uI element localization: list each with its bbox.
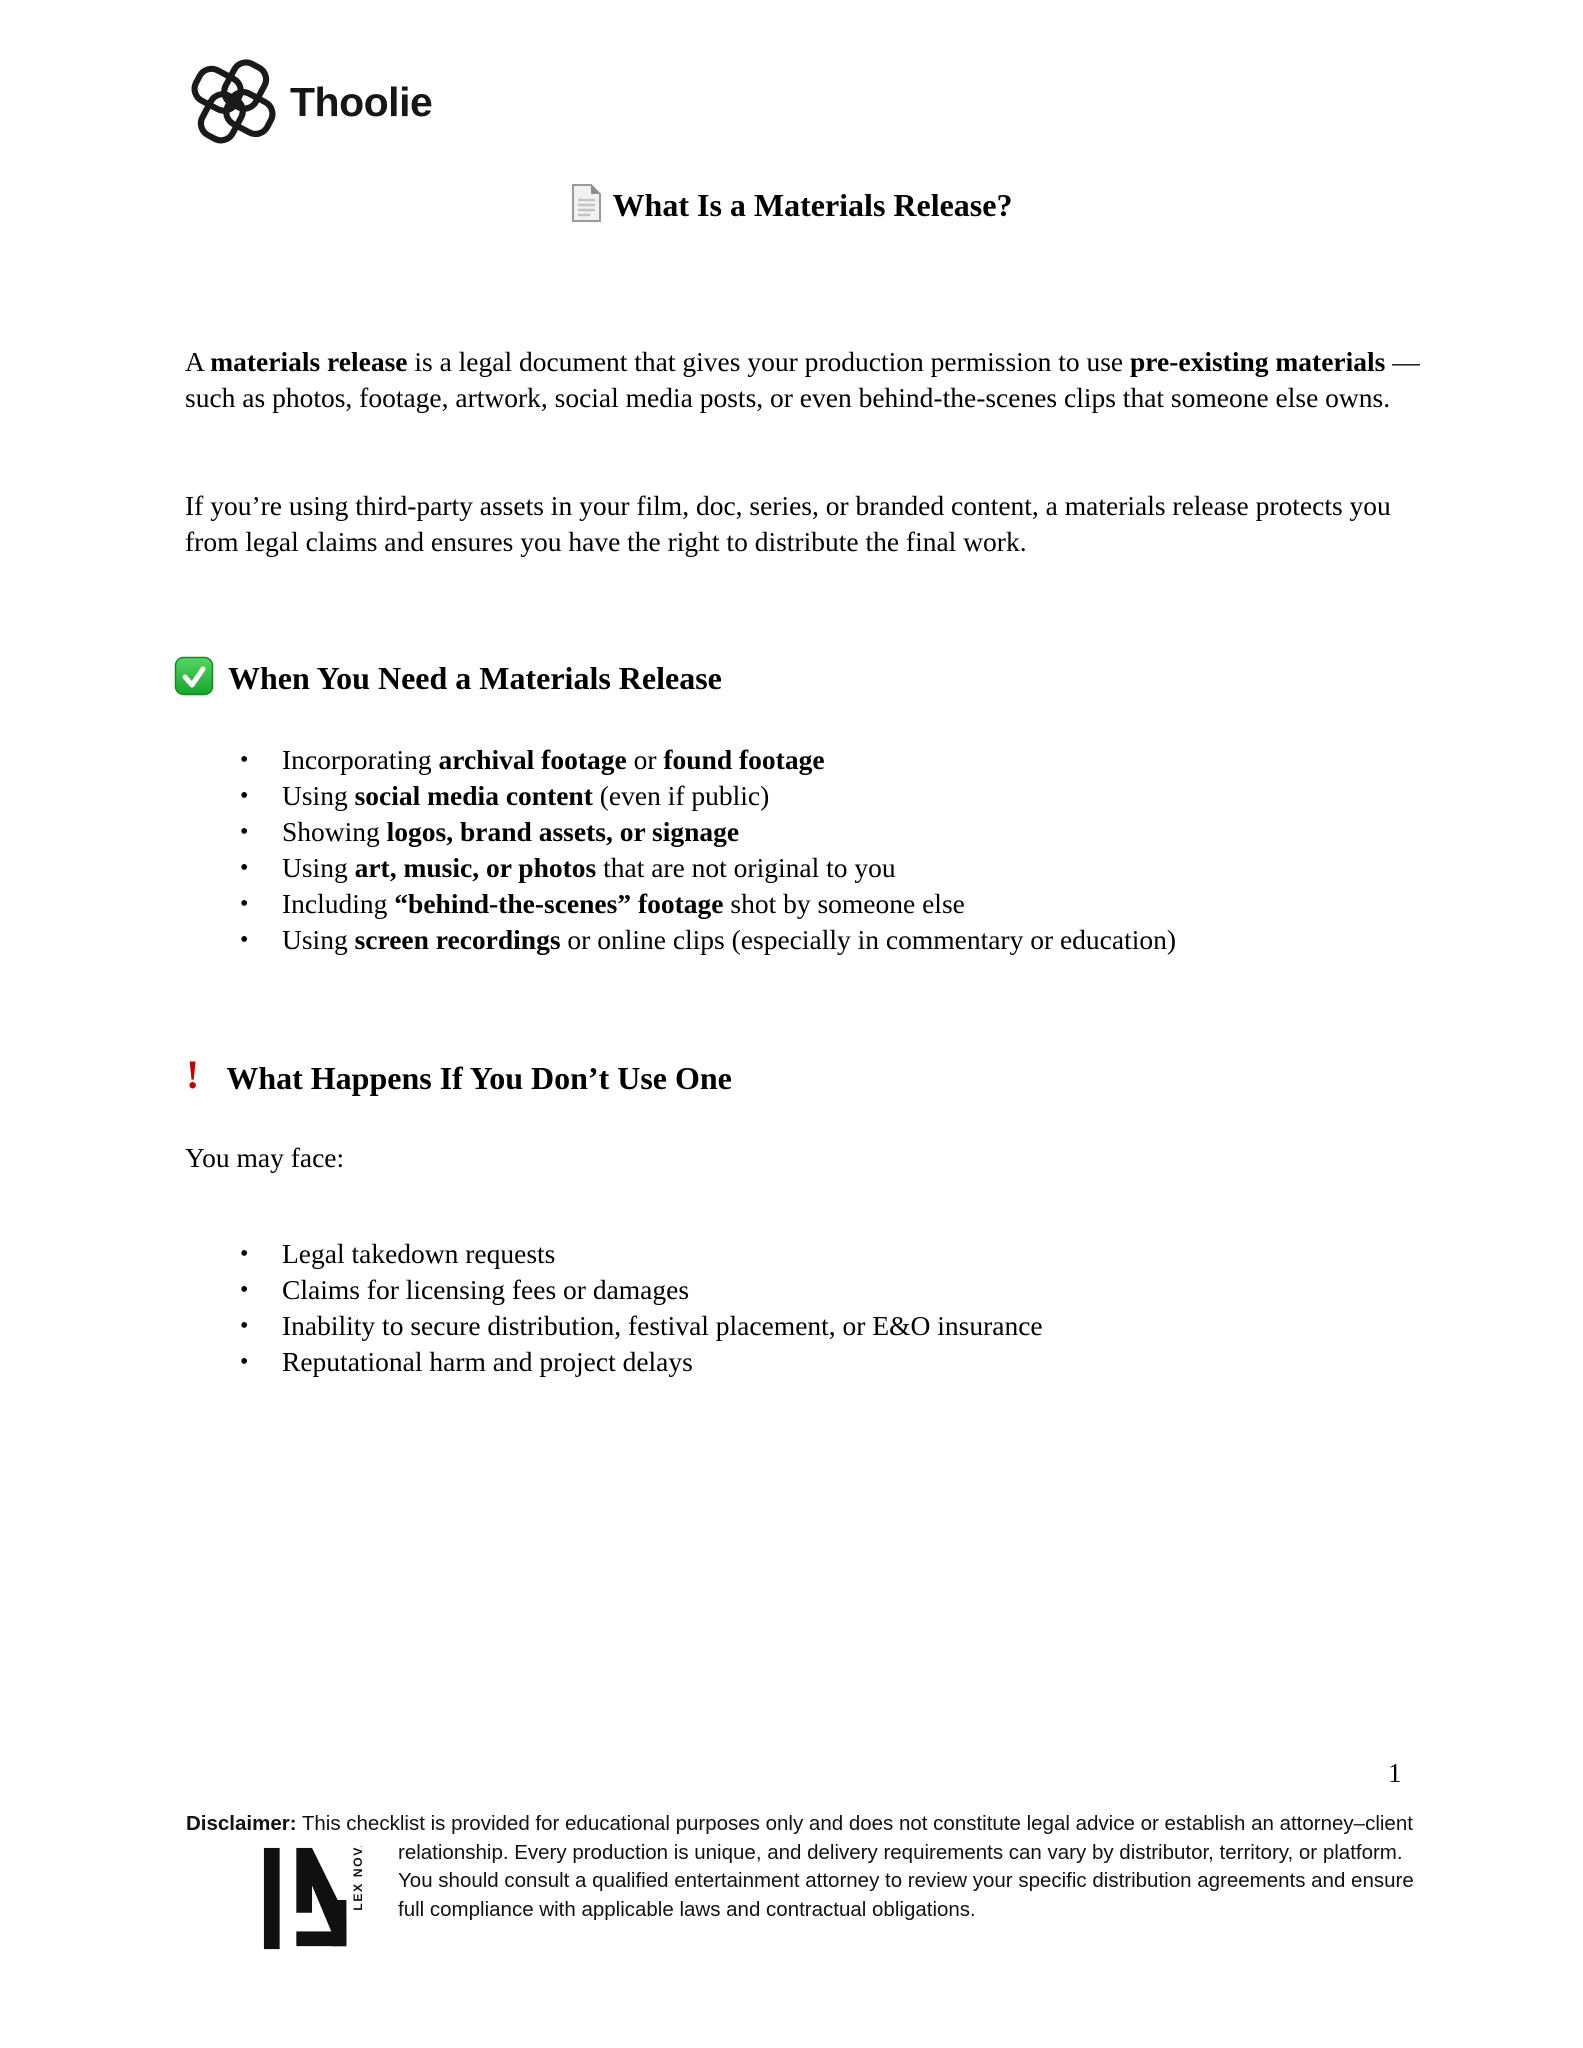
page-facing-up-icon [571,183,602,228]
bullet-icon: • [240,819,249,845]
consequences-list [238,1236,1428,1380]
list-item: • Using screen recordings or online clips (especially in commentary or education) [238,922,1428,958]
bullet-icon: • [240,1313,249,1339]
intro-paragraph-2: If you’re using third-party assets in your film, doc, series, or branded content, a materials release protects you from legal claims and ensures you have the right to distribute the final work. [185,490,1391,557]
intro-paragraph-1: A materials release is a legal document that gives your production permission to use pre-existing materials — such as photos, footage, artwork, social media posts, or even behind-the-scenes clips that someone else owns. [185,346,1420,413]
bullet-icon: • [240,1349,249,1375]
thoolie-logo-icon [186,52,281,152]
bullet-icon: • [240,855,249,881]
brand-header [186,52,432,152]
section-heading-what-happens [186,1052,732,1098]
section-lead-text: You may face: [185,1142,345,1173]
lexnova-caption: LEX NOVA [351,1846,366,1911]
section-heading-text: When You Need a Materials Release [228,660,722,696]
disclaimer-label: Disclaimer: [186,1812,297,1835]
list-item: • Showing logos, brand assets, or signage [238,814,1428,850]
bullet-icon: • [240,783,249,809]
page-title [0,183,1583,228]
footer-disclaimer [186,1810,1426,1924]
list-item: • Including “behind-the-scenes” footage shot by someone else [238,886,1428,922]
bullet-icon: • [240,747,249,773]
green-check-icon [174,656,214,701]
bullet-icon: • [240,1277,249,1303]
bullet-icon: • [240,927,249,953]
list-item: • Legal takedown requests [238,1236,1428,1272]
bullet-icon: • [240,891,249,917]
disclaimer-text: This checklist is provided for educational purposes only and does not constitute legal advice or establish an attorney–client relationship. Every production is unique, and delivery requirements can vary by distributor, territory, or platform. You should consult a qualified entertainment attorney to review your specific distribution agreements and ensure full compliance with applicable laws and contractual obligations. [296,1812,1414,1921]
list-item: • Reputational harm and project delays [238,1344,1428,1380]
list-item: • Using social media content (even if public) [238,778,1428,814]
bullet-icon: • [240,1241,249,1267]
page-number: 1 [1388,1758,1402,1788]
list-item: • Claims for licensing fees or damages [238,1272,1428,1308]
list-item: • Incorporating archival footage or found footage [238,742,1428,778]
page-title-text: What Is a Materials Release? [612,187,1013,223]
list-item: • Inability to secure distribution, festival placement, or E&O insurance [238,1308,1428,1344]
list-item: • Using art, music, or photos that are not original to you [238,850,1428,886]
section-heading-text: What Happens If You Don’t Use One [226,1059,732,1096]
section-heading-when-you-need [174,656,722,701]
when-you-need-list [238,742,1428,958]
lexnova-logo-icon [260,1846,368,1959]
brand-name: Thoolie [290,78,433,125]
red-exclamation-icon: ! [186,1052,200,1097]
